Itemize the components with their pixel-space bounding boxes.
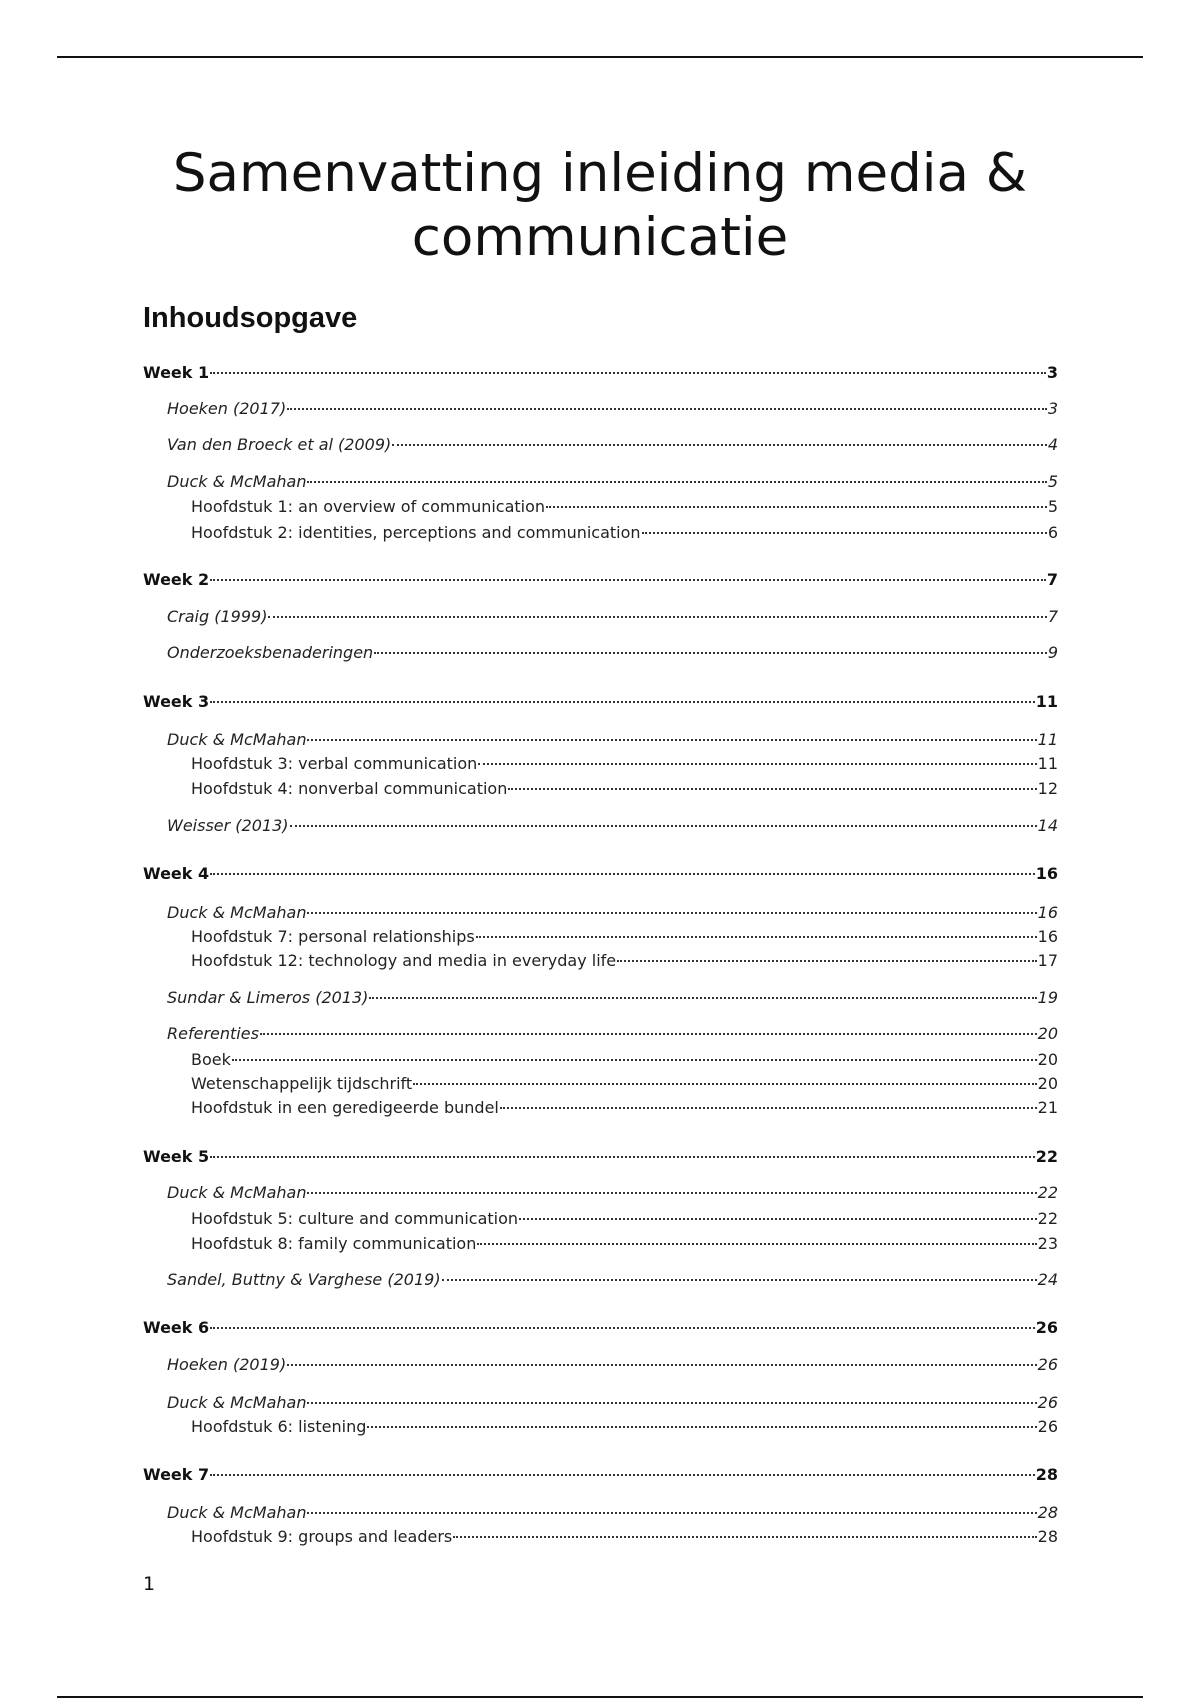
toc-entry-label: Wetenschappelijk tijdschrift — [191, 1074, 413, 1093]
toc-entry-page: 26 — [1037, 1355, 1058, 1374]
toc-dot-leader — [287, 1364, 1036, 1366]
toc-entry-page: 16 — [1035, 864, 1058, 883]
toc-entry-page: 6 — [1047, 523, 1058, 542]
toc-dot-leader — [307, 912, 1036, 914]
toc-dot-leader — [210, 1327, 1035, 1329]
toc-entry-label: Sandel, Buttny & Varghese (2019) — [167, 1270, 441, 1289]
toc-entry[interactable] — [167, 730, 1058, 750]
toc-entry-label: Boek — [191, 1050, 231, 1069]
toc-entry-label: Week 5 — [143, 1147, 210, 1166]
toc-entry-page: 7 — [1046, 570, 1058, 589]
toc-entry-label: Van den Broeck et al (2009) — [167, 435, 392, 454]
toc-entry-page: 4 — [1047, 435, 1058, 454]
toc-dot-leader — [500, 1107, 1037, 1109]
toc-entry-page: 3 — [1047, 399, 1058, 418]
toc-entry[interactable] — [167, 903, 1058, 923]
toc-dot-leader — [287, 408, 1047, 410]
toc-entry[interactable] — [167, 816, 1058, 836]
document-title: Samenvatting inleiding media & communicatie — [172, 143, 1028, 268]
toc-entry-label: Hoofdstuk 2: identities, perceptions and communication — [191, 523, 641, 542]
toc-entry-page: 12 — [1037, 779, 1058, 798]
toc-entry-page: 16 — [1037, 927, 1058, 946]
toc-entry-page: 20 — [1037, 1050, 1058, 1069]
toc-entry[interactable] — [191, 1050, 1058, 1070]
toc-entry-page: 28 — [1037, 1503, 1058, 1522]
toc-entry-page: 3 — [1046, 363, 1058, 382]
toc-entry[interactable] — [167, 1270, 1058, 1290]
toc-entry-label: Week 2 — [143, 570, 210, 589]
toc-entry[interactable] — [143, 363, 1058, 383]
toc-entry-label: Duck & McMahan — [167, 730, 307, 749]
toc-entry-page: 11 — [1035, 692, 1058, 711]
toc-entry-page: 14 — [1037, 816, 1058, 835]
toc-dot-leader — [477, 1243, 1036, 1245]
toc-entry[interactable] — [143, 1147, 1058, 1167]
toc-entry-label: Hoofdstuk 3: verbal communication — [191, 754, 478, 773]
toc-dot-leader — [307, 739, 1036, 741]
toc-dot-leader — [369, 997, 1036, 999]
toc-entry-page: 22 — [1035, 1147, 1058, 1166]
toc-entry[interactable] — [191, 927, 1058, 947]
toc-entry-label: Hoofdstuk 7: personal relationships — [191, 927, 475, 946]
toc-entry-label: Hoofdstuk 1: an overview of communication — [191, 497, 546, 516]
toc-dot-leader — [307, 1402, 1036, 1404]
toc-entry[interactable] — [167, 1393, 1058, 1413]
toc-entry-label: Hoofdstuk 4: nonverbal communication — [191, 779, 508, 798]
toc-dot-leader — [210, 579, 1046, 581]
toc-heading: Inhoudsopgave — [143, 302, 358, 334]
toc-entry-label: Craig (1999) — [167, 607, 268, 626]
toc-entry-label: Duck & McMahan — [167, 1393, 307, 1412]
toc-dot-leader — [617, 960, 1037, 962]
toc-entry[interactable] — [167, 643, 1058, 663]
toc-entry[interactable] — [167, 435, 1058, 455]
toc-entry[interactable] — [191, 1209, 1058, 1229]
toc-entry-page: 28 — [1037, 1527, 1058, 1546]
toc-entry-label: Hoofdstuk in een geredigeerde bundel — [191, 1098, 499, 1117]
toc-entry[interactable] — [191, 779, 1058, 799]
toc-entry[interactable] — [143, 1318, 1058, 1338]
toc-entry[interactable] — [191, 1417, 1058, 1437]
toc-entry-label: Duck & McMahan — [167, 903, 307, 922]
toc-dot-leader — [476, 936, 1037, 938]
toc-entry-page: 23 — [1037, 1234, 1058, 1253]
toc-entry[interactable] — [167, 399, 1058, 419]
toc-dot-leader — [307, 1192, 1036, 1194]
toc-dot-leader — [442, 1279, 1037, 1281]
toc-entry-label: Week 6 — [143, 1318, 210, 1337]
toc-entry-label: Referenties — [167, 1024, 259, 1043]
toc-dot-leader — [210, 372, 1046, 374]
toc-entry-label: Onderzoeksbenaderingen — [167, 643, 374, 662]
toc-entry[interactable] — [143, 570, 1058, 590]
toc-entry-label: Hoofdstuk 8: family communication — [191, 1234, 477, 1253]
toc-entry-label: Duck & McMahan — [167, 472, 307, 491]
toc-entry[interactable] — [143, 864, 1058, 884]
toc-entry-page: 7 — [1047, 607, 1058, 626]
toc-entry-page: 9 — [1047, 643, 1058, 662]
toc-entry-label: Weisser (2013) — [167, 816, 289, 835]
toc-entry[interactable] — [191, 951, 1058, 971]
toc-dot-leader — [508, 788, 1036, 790]
toc-entry-label: Week 4 — [143, 864, 210, 883]
toc-dot-leader — [210, 701, 1035, 703]
toc-entry-page: 22 — [1037, 1209, 1058, 1228]
toc-entry[interactable] — [191, 1098, 1058, 1118]
toc-entry[interactable] — [143, 1465, 1058, 1485]
toc-entry[interactable] — [191, 497, 1058, 517]
toc-entry-page: 22 — [1037, 1183, 1058, 1202]
toc-dot-leader — [374, 652, 1047, 654]
toc-dot-leader — [392, 444, 1047, 446]
toc-entry[interactable] — [167, 1024, 1058, 1044]
toc-entry-page: 5 — [1047, 497, 1058, 516]
toc-entry[interactable] — [191, 1074, 1058, 1094]
toc-entry-page: 28 — [1035, 1465, 1058, 1484]
toc-entry[interactable] — [167, 607, 1058, 627]
toc-entry[interactable] — [143, 692, 1058, 712]
toc-dot-leader — [546, 506, 1047, 508]
toc-entry-label: Duck & McMahan — [167, 1503, 307, 1522]
toc-dot-leader — [210, 1474, 1035, 1476]
toc-entry-page: 26 — [1035, 1318, 1058, 1337]
toc-entry-label: Hoeken (2019) — [167, 1355, 287, 1374]
toc-entry-page: 20 — [1037, 1024, 1058, 1043]
toc-entry[interactable] — [167, 1503, 1058, 1523]
toc-dot-leader — [478, 763, 1036, 765]
toc-entry-label: Hoofdstuk 12: technology and media in everyday life — [191, 951, 617, 970]
toc-entry[interactable] — [167, 988, 1058, 1008]
toc-entry-page: 26 — [1037, 1393, 1058, 1412]
toc-entry[interactable] — [191, 754, 1058, 774]
toc-dot-leader — [210, 873, 1035, 875]
toc-entry-page: 26 — [1037, 1417, 1058, 1436]
toc-entry-page: 19 — [1037, 988, 1058, 1007]
toc-entry-page: 16 — [1037, 903, 1058, 922]
toc-entry-label: Week 7 — [143, 1465, 210, 1484]
toc-entry-page: 11 — [1037, 754, 1058, 773]
toc-dot-leader — [290, 825, 1037, 827]
toc-entry-page: 11 — [1037, 730, 1058, 749]
toc-entry-label: Week 3 — [143, 692, 210, 711]
toc-dot-leader — [367, 1426, 1036, 1428]
toc-dot-leader — [307, 481, 1046, 483]
footer-rule — [57, 1696, 1143, 1698]
toc-entry[interactable] — [191, 1234, 1058, 1254]
toc-dot-leader — [453, 1536, 1036, 1538]
toc-entry[interactable] — [191, 523, 1058, 543]
toc-entry-page: 20 — [1037, 1074, 1058, 1093]
toc-entry[interactable] — [167, 1183, 1058, 1203]
toc-entry[interactable] — [167, 1355, 1058, 1375]
page-number: 1 — [143, 1573, 156, 1595]
toc-entry-label: Hoofdstuk 9: groups and leaders — [191, 1527, 453, 1546]
toc-dot-leader — [307, 1512, 1036, 1514]
toc-entry-label: Duck & McMahan — [167, 1183, 307, 1202]
toc-dot-leader — [260, 1033, 1037, 1035]
toc-entry-page: 5 — [1047, 472, 1058, 491]
table-of-contents — [143, 0, 1058, 1600]
toc-dot-leader — [642, 532, 1047, 534]
toc-entry-page: 17 — [1037, 951, 1058, 970]
toc-entry-label: Hoofdstuk 5: culture and communication — [191, 1209, 519, 1228]
toc-entry[interactable] — [191, 1527, 1058, 1547]
toc-entry-page: 24 — [1037, 1270, 1058, 1289]
toc-entry-page: 21 — [1037, 1098, 1058, 1117]
toc-dot-leader — [268, 616, 1046, 618]
toc-dot-leader — [210, 1156, 1035, 1158]
toc-entry-label: Hoofdstuk 6: listening — [191, 1417, 367, 1436]
toc-entry-label: Sundar & Limeros (2013) — [167, 988, 369, 1007]
toc-dot-leader — [232, 1059, 1037, 1061]
toc-entry[interactable] — [167, 472, 1058, 492]
toc-dot-leader — [519, 1218, 1037, 1220]
toc-entry-label: Hoeken (2017) — [167, 399, 287, 418]
toc-entry-label: Week 1 — [143, 363, 210, 382]
toc-dot-leader — [413, 1083, 1036, 1085]
